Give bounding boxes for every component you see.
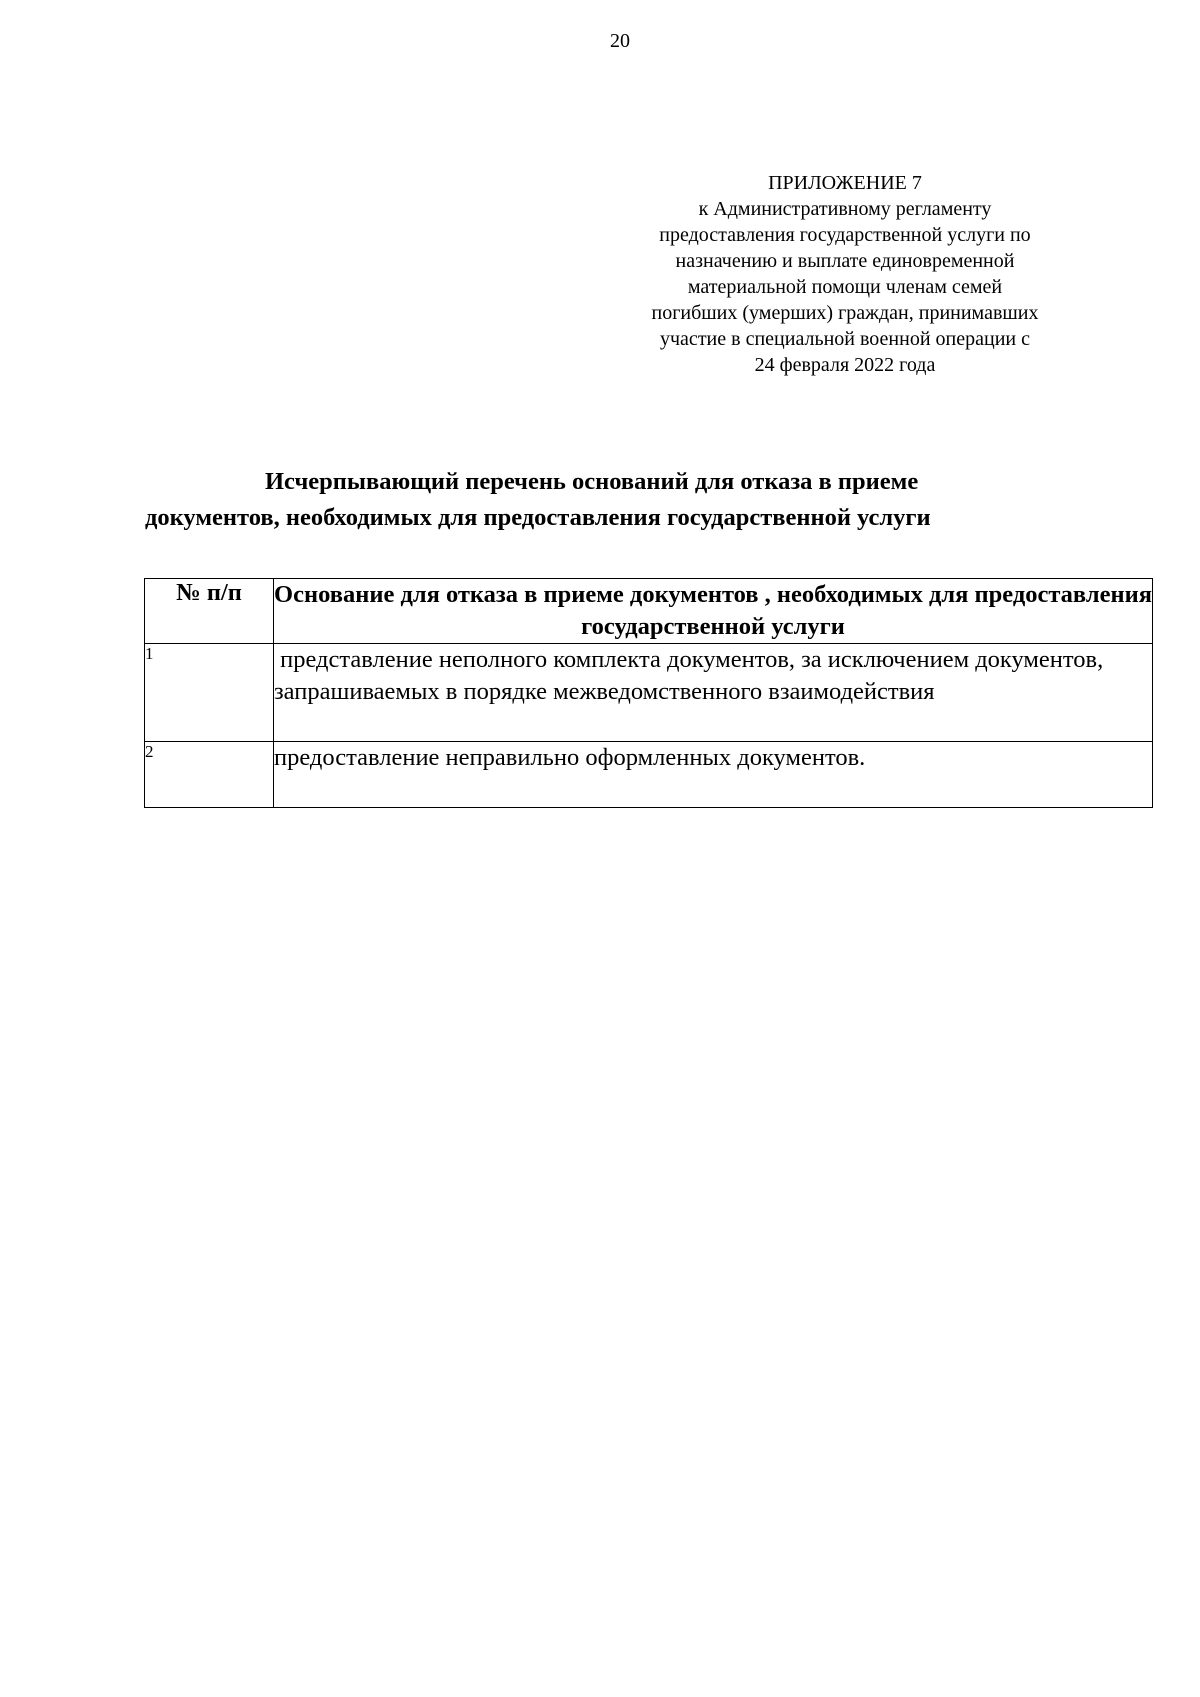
document-title-line-2: документов, необходимых для предоставления государственной услуги [145,504,931,531]
row-reason: предоставление неправильно оформленных документов. [274,742,1153,808]
document-title-line-1: Исчерпывающий перечень оснований для отказа в приеме [265,468,919,495]
table-row [145,742,1153,808]
appendix-line: погибших (умерших) граждан, принимавших [651,302,1039,324]
appendix-line: 24 февраля 2022 года [754,354,936,376]
appendix-line: предоставления государственной услуги по [659,224,1031,246]
row-number: 2 [145,742,274,808]
refusal-reasons-table [144,578,1153,808]
page-number: 20 [610,30,630,52]
row-reason: представление неполного комплекта документов, за исключением документов, запрашиваемых в порядке межведомственного взаимодействия [274,644,1153,742]
appendix-line: материальной помощи членам семей [687,276,1003,298]
appendix-line: назначению и выплате единовременной [675,250,1015,272]
row-number: 1 [145,644,274,742]
table-row [145,644,1153,742]
appendix-header [605,170,1085,378]
appendix-title: ПРИЛОЖЕНИЕ 7 [768,172,922,194]
header-number: № п/п [145,579,274,644]
document-title [145,464,1085,536]
appendix-line: участие в специальной военной операции с [660,328,1030,350]
appendix-line: к Административному регламенту [698,198,992,220]
table-header-row [145,579,1153,644]
header-reason: Основание для отказа в приеме документов , необходимых для предоставления государственной услуги [274,579,1153,644]
